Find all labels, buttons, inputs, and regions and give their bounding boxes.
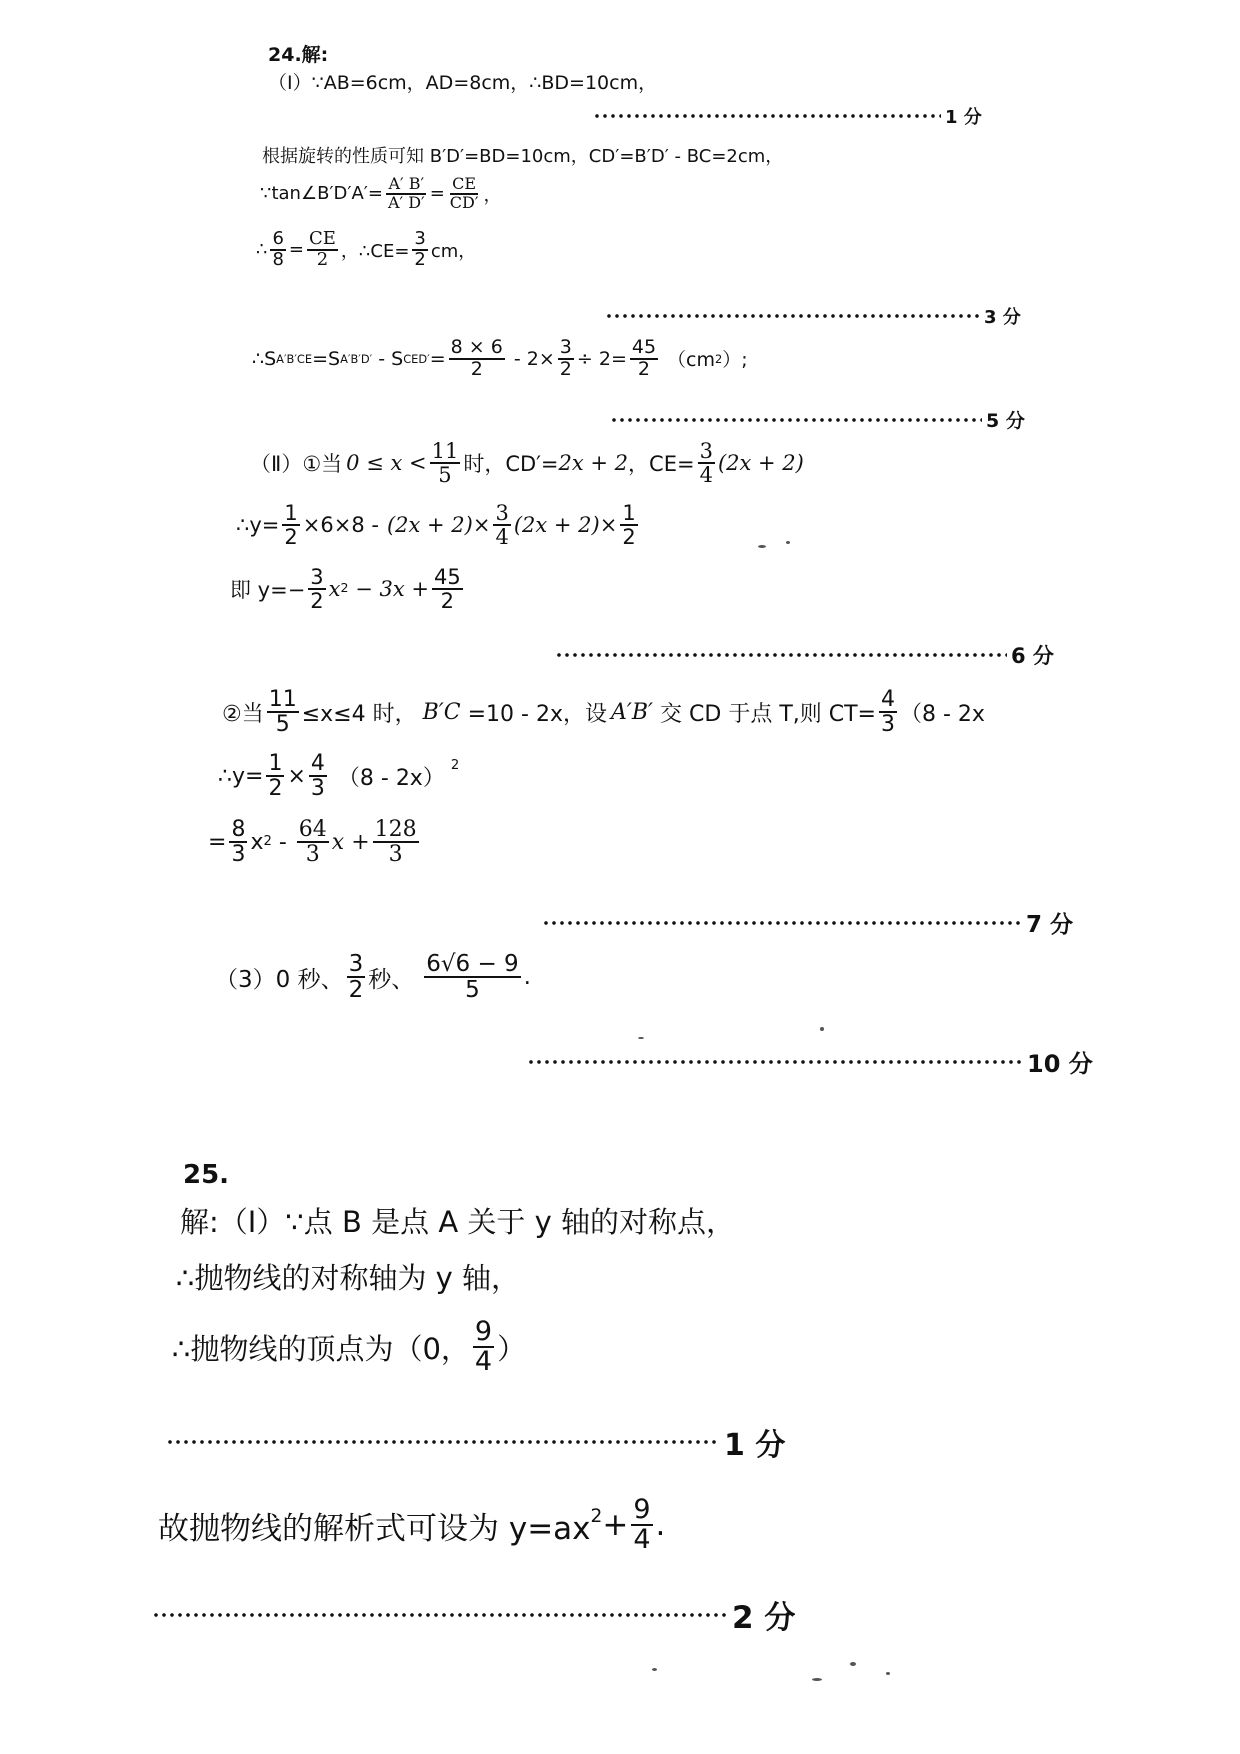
fraction-numerator: 8	[231, 817, 246, 842]
text-segment: ×6×8 -	[302, 513, 379, 538]
fraction-denominator: 4	[474, 1346, 493, 1378]
math-expression: A′B′	[611, 699, 654, 725]
math-expression: (2x + 2)×	[386, 513, 491, 538]
fraction-denominator: 2	[440, 589, 454, 614]
text-segment: 故抛物线的解析式可设为 y=ax	[158, 1510, 591, 1547]
text-segment: =10 - 2x，设	[460, 701, 607, 727]
fraction-numerator: 1	[284, 501, 298, 525]
fraction	[229, 818, 247, 866]
q25-line2: ∴抛物线的对称轴为 y 轴，	[176, 1261, 521, 1295]
score-label: 7 分	[1026, 912, 1074, 938]
fraction-denominator: 2	[559, 357, 572, 380]
q24-part2-y2	[230, 566, 466, 612]
subscript: CED′	[403, 351, 430, 366]
subscript: A′B′D′	[340, 351, 373, 366]
q24-score-3	[610, 406, 1025, 433]
q24-part3	[215, 952, 531, 1002]
fraction-denominator: 2	[268, 776, 283, 802]
scan-speck	[758, 545, 766, 548]
fraction-denominator: 3	[231, 842, 246, 868]
text-segment: （3）0 秒、	[215, 966, 344, 993]
text-segment: -	[271, 829, 294, 855]
fraction-denominator: 3	[305, 842, 320, 868]
math-expression: − 3x +	[348, 577, 429, 602]
text-segment: （Ⅱ）①当	[250, 452, 343, 477]
fraction	[412, 230, 427, 270]
fraction-numerator: 3	[348, 951, 364, 977]
superscript: 2	[263, 834, 272, 849]
fraction-numerator: 9	[474, 1316, 493, 1347]
fraction-denominator: 2	[310, 589, 324, 614]
fraction-denominator: 4	[495, 525, 509, 550]
text-segment: ∴	[256, 239, 268, 261]
q24-part1-line4	[256, 230, 476, 270]
fraction-numerator: 3	[699, 439, 713, 463]
q25-score-1	[166, 1420, 785, 1464]
fraction	[347, 952, 366, 1002]
fraction-denominator: 8	[272, 248, 284, 270]
math-expression: x +	[331, 829, 370, 855]
fraction-numerator: 3	[495, 501, 509, 525]
fraction	[879, 688, 897, 736]
text-segment: ∵tan∠B′D′A′=	[260, 183, 383, 205]
text-segment: ∴y=	[218, 763, 264, 789]
text-segment: ，	[483, 184, 502, 206]
fraction-denominator: 2	[348, 977, 364, 1004]
math-expression: 0 ≤ x <	[346, 451, 427, 476]
fraction	[493, 502, 510, 548]
text-segment: =S	[312, 347, 341, 370]
superscript: 2	[450, 758, 460, 773]
fraction-denominator: 2	[637, 357, 650, 380]
q25-line4	[158, 1496, 665, 1555]
scan-speck	[652, 1668, 657, 1671]
text-segment: .	[523, 964, 531, 991]
score-label: 1 分	[945, 107, 982, 128]
text-segment: cm，	[430, 240, 477, 262]
text-segment: .	[655, 1507, 666, 1544]
superscript: 2	[715, 351, 723, 366]
fraction-numerator: 128	[374, 817, 417, 842]
text-segment: +	[602, 1507, 629, 1544]
fraction-denominator: 5	[465, 977, 480, 1004]
fraction-numerator: 1	[622, 501, 636, 525]
q24-part1-line1: （Ⅰ）∵AB=6cm，AD=8cm，∴BD=10cm，	[268, 72, 658, 94]
fraction-denominator: 4	[633, 1524, 651, 1556]
fraction-denominator: 2	[622, 525, 636, 550]
q25-line3	[172, 1318, 526, 1377]
fraction	[620, 502, 637, 548]
scan-speck	[638, 1037, 644, 1039]
fraction-denominator: 3	[310, 776, 325, 802]
fraction-denominator: 2	[414, 248, 426, 270]
fraction	[424, 952, 520, 1002]
fraction-denominator: 4	[699, 463, 713, 488]
fraction	[309, 752, 327, 800]
text-segment: （8 - 2x）	[337, 765, 445, 791]
scan-speck	[850, 1662, 856, 1666]
fraction	[373, 818, 419, 866]
fraction	[698, 440, 715, 486]
fraction-numerator: 6	[272, 228, 284, 249]
text-segment: ）	[497, 1331, 527, 1366]
q24-score-2	[605, 303, 1021, 329]
text-segment: =	[429, 183, 445, 205]
q24-score-4	[555, 640, 1054, 670]
fraction-numerator: A′ B′	[388, 174, 425, 193]
fraction	[558, 338, 574, 380]
fraction	[631, 1496, 652, 1555]
q24-score-5	[542, 906, 1073, 939]
q25-score-2	[152, 1592, 795, 1637]
fraction	[267, 688, 299, 736]
fraction-numerator: 3	[559, 336, 572, 358]
fraction-numerator: 9	[633, 1494, 651, 1525]
q24-part1-line2: 根据旋转的性质可知 B′D′=BD=10cm，CD′=B′D′ - BC=2cm，	[262, 146, 784, 167]
text-segment: ，∴CE=	[340, 240, 410, 262]
fraction-numerator: CE	[309, 228, 336, 249]
scan-speck	[820, 1027, 824, 1031]
text-segment: 即 y=−	[230, 578, 306, 603]
q24-score-1	[593, 103, 982, 129]
scan-speck	[786, 541, 790, 544]
text-segment: - S	[372, 347, 404, 370]
fraction-denominator: 5	[275, 712, 290, 738]
q24-part1-line5	[252, 338, 748, 380]
q24-part2-y1	[236, 502, 641, 548]
text-segment: ∴y=	[236, 513, 280, 538]
text-segment: ∴抛物线的顶点为（0，	[172, 1331, 470, 1366]
text-segment: x	[250, 829, 264, 855]
fraction	[430, 440, 461, 486]
q24-part2-y4	[208, 818, 422, 866]
fraction-numerator: 11	[268, 687, 297, 712]
q24-part2-case1	[250, 440, 804, 486]
fraction-numerator: 64	[298, 817, 327, 842]
math-expression: 2x + 2	[558, 451, 629, 476]
text-segment: ②当	[222, 701, 264, 727]
fraction-numerator: 4	[310, 751, 325, 776]
fraction-denominator: 3	[880, 712, 895, 738]
text-segment: ∴S	[252, 347, 277, 370]
score-label: 10 分	[1027, 1050, 1093, 1078]
q24-number: 24.解:	[268, 44, 329, 66]
q24-part1-line3	[260, 176, 501, 212]
text-segment: =	[208, 829, 227, 855]
fraction-denominator: 2	[284, 525, 298, 550]
fraction-numerator: 8 × 6	[450, 336, 503, 358]
scan-speck	[812, 1678, 822, 1681]
q24-score-6	[527, 1044, 1093, 1079]
text-segment: =	[288, 239, 304, 261]
fraction-numerator: 11	[431, 439, 459, 463]
text-segment: ≤x≤4 时，	[301, 701, 417, 727]
fraction-denominator: CD′	[449, 192, 479, 212]
scan-speck	[886, 1672, 890, 1675]
fraction	[266, 752, 284, 800]
score-label: 2 分	[732, 1600, 796, 1636]
math-expression: B′C	[422, 699, 461, 725]
text-segment: 交 CD 于点 T,则 CT=	[653, 701, 876, 727]
fraction-numerator: 1	[268, 751, 283, 776]
fraction	[270, 230, 285, 270]
fraction	[473, 1318, 494, 1377]
subscript: A′B′CE	[276, 351, 313, 366]
fraction-denominator: 2	[316, 248, 329, 270]
fraction-numerator: 4	[880, 687, 895, 712]
fraction-denominator: 2	[470, 357, 483, 380]
fraction	[282, 502, 299, 548]
text-segment: =	[429, 347, 446, 370]
text-segment: - 2×	[507, 347, 555, 370]
text-segment: ÷ 2=	[576, 347, 627, 370]
math-expression: x	[328, 577, 341, 602]
fraction-numerator: 45	[631, 336, 657, 358]
text-segment: 秒、	[368, 966, 415, 993]
fraction	[448, 176, 481, 212]
text-segment: ）;	[722, 349, 748, 372]
fraction-denominator: 5	[438, 463, 452, 488]
q25-number: 25.	[183, 1160, 230, 1190]
fraction	[307, 230, 338, 270]
text-segment: 时，CD′=	[463, 452, 559, 477]
text-segment: ，CE=	[628, 452, 695, 477]
fraction	[386, 176, 427, 212]
fraction	[432, 566, 463, 612]
math-expression: (2x + 2)	[717, 451, 804, 476]
text-segment: ×	[287, 763, 306, 789]
fraction	[297, 818, 329, 866]
fraction-numerator: 3	[310, 565, 324, 589]
fraction-numerator: CE	[452, 174, 477, 193]
superscript: 2	[340, 580, 349, 595]
fraction-numerator: 6√6 − 9	[426, 951, 519, 977]
fraction-denominator: 3	[388, 842, 403, 868]
q24-part2-case2	[222, 688, 985, 736]
superscript: 2	[590, 1506, 603, 1527]
score-label: 3 分	[984, 307, 1021, 328]
q24-part2-y3	[218, 752, 459, 800]
text-segment: （cm	[667, 349, 716, 372]
score-label: 5 分	[986, 410, 1025, 432]
fraction	[308, 566, 325, 612]
math-expression: (2x + 2)×	[513, 513, 618, 538]
fraction-numerator: 45	[433, 565, 461, 589]
q25-line1: 解:（Ⅰ）∵点 B 是点 A 关于 y 轴的对称点，	[180, 1205, 735, 1239]
fraction	[630, 338, 658, 380]
fraction	[449, 338, 505, 380]
fraction-denominator: A′ D′	[387, 192, 425, 212]
score-label: 1 分	[724, 1428, 786, 1463]
fraction-numerator: 3	[414, 228, 426, 249]
score-label: 6 分	[1011, 644, 1054, 668]
text-segment: （8 - 2x	[899, 701, 985, 727]
